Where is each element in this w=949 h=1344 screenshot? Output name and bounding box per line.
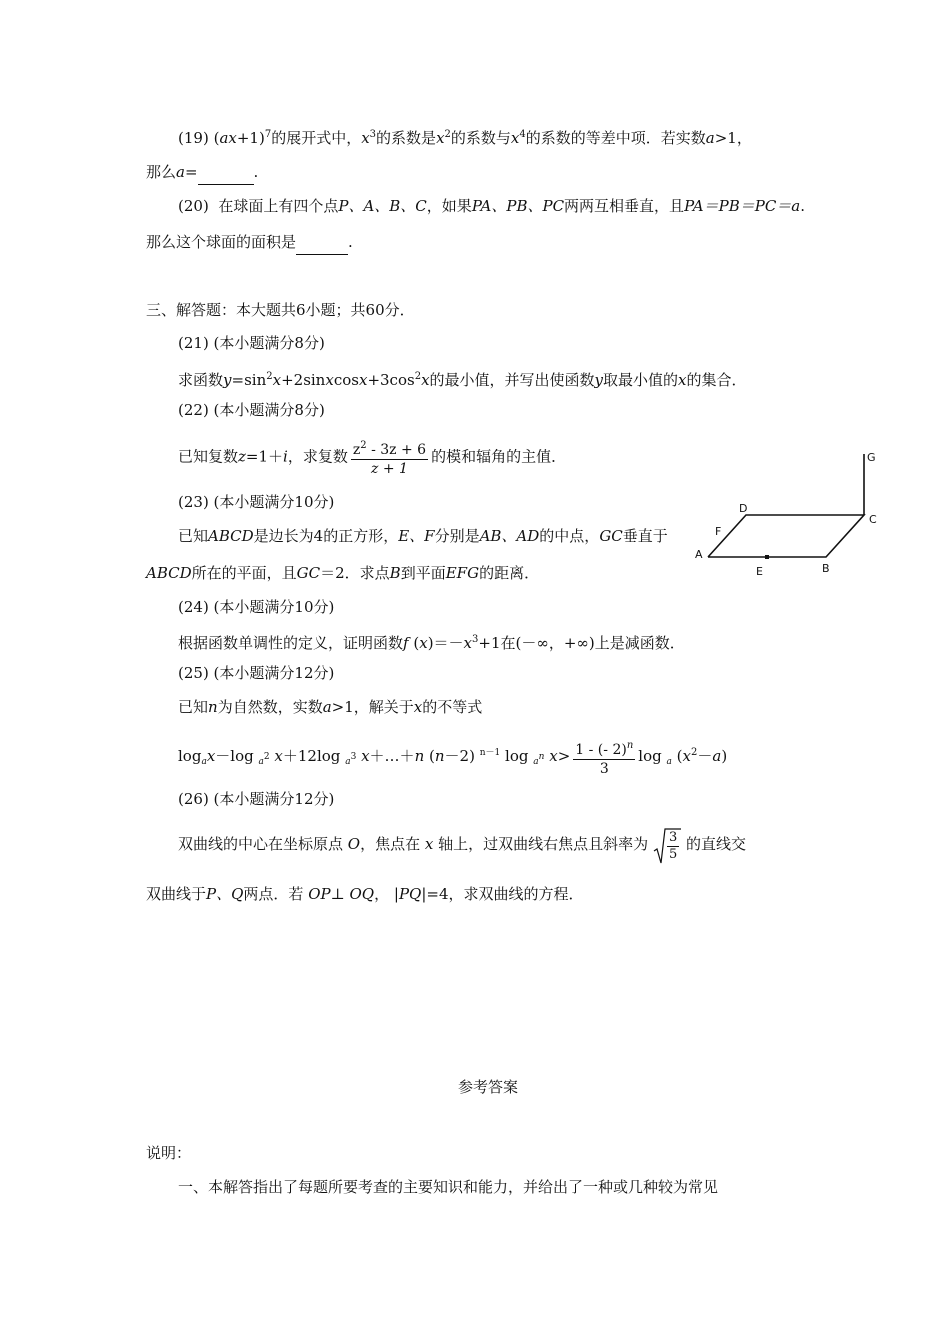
q26-line1: 双曲线的中心在坐标原点 O，焦点在 x 轴上，过双曲线右焦点且斜率为 $\frac{3}{5}$ 的直线交 xyxy=(178,826,746,863)
answer-blank-19 xyxy=(198,164,254,185)
sqrt-3-over-5: $\frac{3}{5}$ xyxy=(653,827,681,863)
q21-body: 求函数$y=\sin^2x+2sinxcosx+3\cos^2x$的最小值，并写出使函数y取最小值的x的集合． xyxy=(178,371,747,389)
q22-fraction: $\frac{z^2 - 3z + 6}{z + 1}$ xyxy=(351,437,428,478)
q24-body: 根据函数单调性的定义，证明函数f $(x)=-x^3+1$在(－∞，+∞)上是减函数． xyxy=(178,634,685,652)
label-a: A xyxy=(695,548,703,561)
q23-geometry-figure xyxy=(690,445,890,580)
q19-line1: (19) $(ax+1)^7$的展开式中，$x^3$的系数是$x^2$的系数与$x^4$的系数的等差中项．若实数a>1， xyxy=(178,129,752,147)
answers-item-1: 一、本解答指出了每题所要考查的主要知识和能力，并给出了一种或几种较为常见 xyxy=(178,1178,719,1196)
answers-title: 参考答案 xyxy=(458,1078,519,1096)
figure-point-e xyxy=(765,555,769,559)
label-c: C xyxy=(869,513,877,526)
q19-line2: 那么a= . xyxy=(146,162,258,185)
answers-note: 说明： xyxy=(146,1144,192,1162)
label-d: D xyxy=(739,502,748,515)
q25-intro: 已知n为自然数，实数a>1，解关于x的不等式 xyxy=(178,698,483,716)
q23-head: (23) (本小题满分10分) xyxy=(178,493,335,511)
q23-line1: 已知ABCD是边长为4的正方形，E、F分别是AB、AD的中点，GC垂直于 xyxy=(178,527,668,545)
q20-line1: (20) 在球面上有四个点P、A、B、C，如果PA、PB、PC两两互相垂直，且PA＝PB＝PC＝a. xyxy=(178,197,806,215)
label-b: B xyxy=(822,562,830,575)
q23-line2: ABCD所在的平面，且GC＝2．求点B到平面EFG的距离． xyxy=(146,564,540,582)
q24-head: (24) (本小题满分10分) xyxy=(178,598,335,616)
q22-head: (22) (本小题满分8分) xyxy=(178,401,325,419)
q21-head: (21) (本小题满分8分) xyxy=(178,334,325,352)
section-3-title: 三、解答题：本大题共6小题；共60分． xyxy=(146,301,415,319)
q20-line2: 那么这个球面的面积是 . xyxy=(146,232,353,255)
q26-line2: 双曲线于P、Q两点．若 OP⊥ OQ， |PQ|=4，求双曲线的方程． xyxy=(146,885,584,903)
q22-body: 已知复数z=1＋i，求复数 $\frac{z^2 - 3z + 6}{z + 1}$ 的模和辐角的主值． xyxy=(178,437,566,478)
q26-head: (26) (本小题满分12分) xyxy=(178,790,335,808)
figure-square-abcd xyxy=(708,515,864,557)
q25-inequality: $\log_ax-\log$ $_a^2$ x＋12log $_a^3$ x＋…＋n (n－2) $^{n-1}$ log $_a^n$ x> $\frac{1 - (- 2)^n}{3}$ log $_a$ $(x^2-a)$ xyxy=(178,733,727,782)
label-e: E xyxy=(756,565,763,578)
q25-head: (25) (本小题满分12分) xyxy=(178,664,335,682)
q25-fraction: $\frac{1 - (- 2)^n}{3}$ xyxy=(573,737,635,778)
label-f: F xyxy=(715,525,722,538)
sqrt-sign-icon xyxy=(653,827,681,867)
label-g: G xyxy=(867,451,876,464)
answer-blank-20 xyxy=(296,234,348,255)
